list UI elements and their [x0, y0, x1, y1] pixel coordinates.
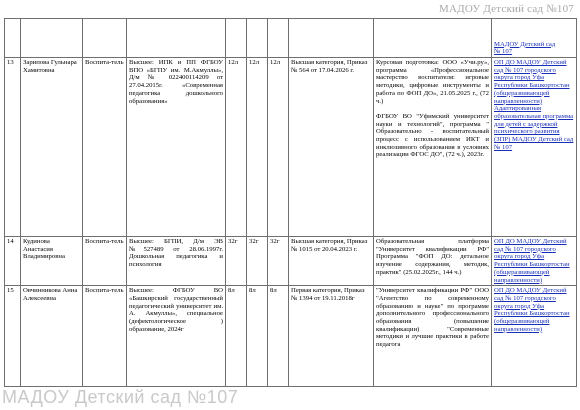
cell-blank: [83, 19, 127, 58]
program-link[interactable]: ОП ДО МАДОУ Детский сад № 107 городского округа город Уфа Республики Башкортостан (общеразвивающей направленности): [494, 238, 570, 284]
cell-training: "Университет квалификации РФ" ООО "Агентство по современному образованию и науке" по программе дополнительного профессионального образования (повышение квалификации) "Современные методики и лучшие практики в работе педагога: [374, 286, 492, 387]
staff-table: [4, 18, 577, 387]
cell-category: Первая категория, Приказ № 1394 от 19.11.2018г: [289, 286, 374, 387]
cell-name: Кудинова Анастасия Владимировна: [21, 237, 83, 286]
cell-blank: [289, 19, 374, 58]
cell-programs: [492, 58, 577, 237]
watermark: МАДОУ Детский сад №107: [2, 387, 239, 407]
cell-programs: [492, 237, 577, 286]
cell-programs: [492, 286, 577, 387]
cell-experience-total: 32г: [226, 237, 247, 286]
cell-position: Воспита-тель: [83, 237, 127, 286]
cell-name: Зарипова Гульнара Хамитовна: [21, 58, 83, 237]
cell-position: Воспита-тель: [83, 58, 127, 237]
cell-experience-org: 8л: [268, 286, 289, 387]
cell-education: Высшее: БГПИ, Д/м ЭВ №527489 от 28.06.1997г. Дошкольная педагогика и психология: [127, 237, 226, 286]
cell-experience-org: 12л: [268, 58, 289, 237]
cell-name: Овчинникова Анна Алексеевна: [21, 286, 83, 387]
cell-position: Воспита-тель: [83, 286, 127, 387]
table-row-blank: [5, 19, 577, 58]
cell-training: Курсовая подготовка: ООО «Учи.ру», программа «Профессиональное мастерство воспитателя: игровые методики, цифровые инструменты и работа по ФОП ДО», 21.05.2025 г., (72 ч.) ФГБОУ ВО "Уфимский университет науки и технологий", программа " Образовательно - воспитательный процесс с использованием ИКТ и инклюзивного образования в условиях реализации ФГОС ДО", (72 ч.), 2023г.: [374, 58, 492, 237]
program-link[interactable]: МАДОУ Детский сад № 107: [494, 40, 556, 56]
cell-blank: [247, 19, 268, 58]
program-link[interactable]: ОП ДО МАДОУ Детский сад № 107 городского округа город Уфа Республики Башкортостан (общеразвивающей направленности) Адаптированная образовательная программа для детей с задержкой психического развития (ЗПР) МАДОУ Детский сад № 107: [494, 59, 574, 151]
cell-experience-total: 8л: [226, 286, 247, 387]
table-row: [5, 237, 577, 286]
cell-category: Высшая категория, Приказ № 564 от 17.04.2026 г.: [289, 58, 374, 237]
cell-education: Высшее: ИПК и ПП ФГБОУ ВПО «БГПУ им. М.Акмуллы», Д/м № 022400114209 от 27.04.2015г. «Современная педагогика дошкольного образования»: [127, 58, 226, 237]
table-row: [5, 58, 577, 237]
cell-blank: [21, 19, 83, 58]
cell-training: Образовательная платформа "Университет квалификации РФ" Программа "ФОП ДО: детальное изучение содержания, методик, практик" (25.02.2025г., 144 ч.): [374, 237, 492, 286]
cell-num: 14: [5, 237, 21, 286]
table-row: [5, 286, 577, 387]
cell-education: Высшее: ФГБОУ ВО «Башкирский государственный педагогический университет им. А. Акмуллы», специальное (дефектологическое ) образование, 2024г: [127, 286, 226, 387]
cell-blank: [5, 19, 21, 58]
cell-experience-org: 32г: [268, 237, 289, 286]
cell-experience-total: 12л: [226, 58, 247, 237]
cell-category: Высшая категория, Приказ № 1015 от 20.04.2023 г.: [289, 237, 374, 286]
cell-num: 15: [5, 286, 21, 387]
cell-experience-ped: 32г: [247, 237, 268, 286]
cell-experience-ped: 8л: [247, 286, 268, 387]
cell-blank: [127, 19, 226, 58]
cell-blank: [374, 19, 492, 58]
program-link[interactable]: ОП ДО МАДОУ Детский сад № 107 городского округа город Уфа Республики Башкортостан (общеразвивающей направленности): [494, 287, 570, 333]
cell-blank: [268, 19, 289, 58]
cell-experience-ped: 12л: [247, 58, 268, 237]
cell-blank: [226, 19, 247, 58]
cell-programs: [492, 19, 577, 58]
page-header: МАДОУ Детский сад №107: [439, 3, 574, 15]
cell-num: 13: [5, 58, 21, 237]
